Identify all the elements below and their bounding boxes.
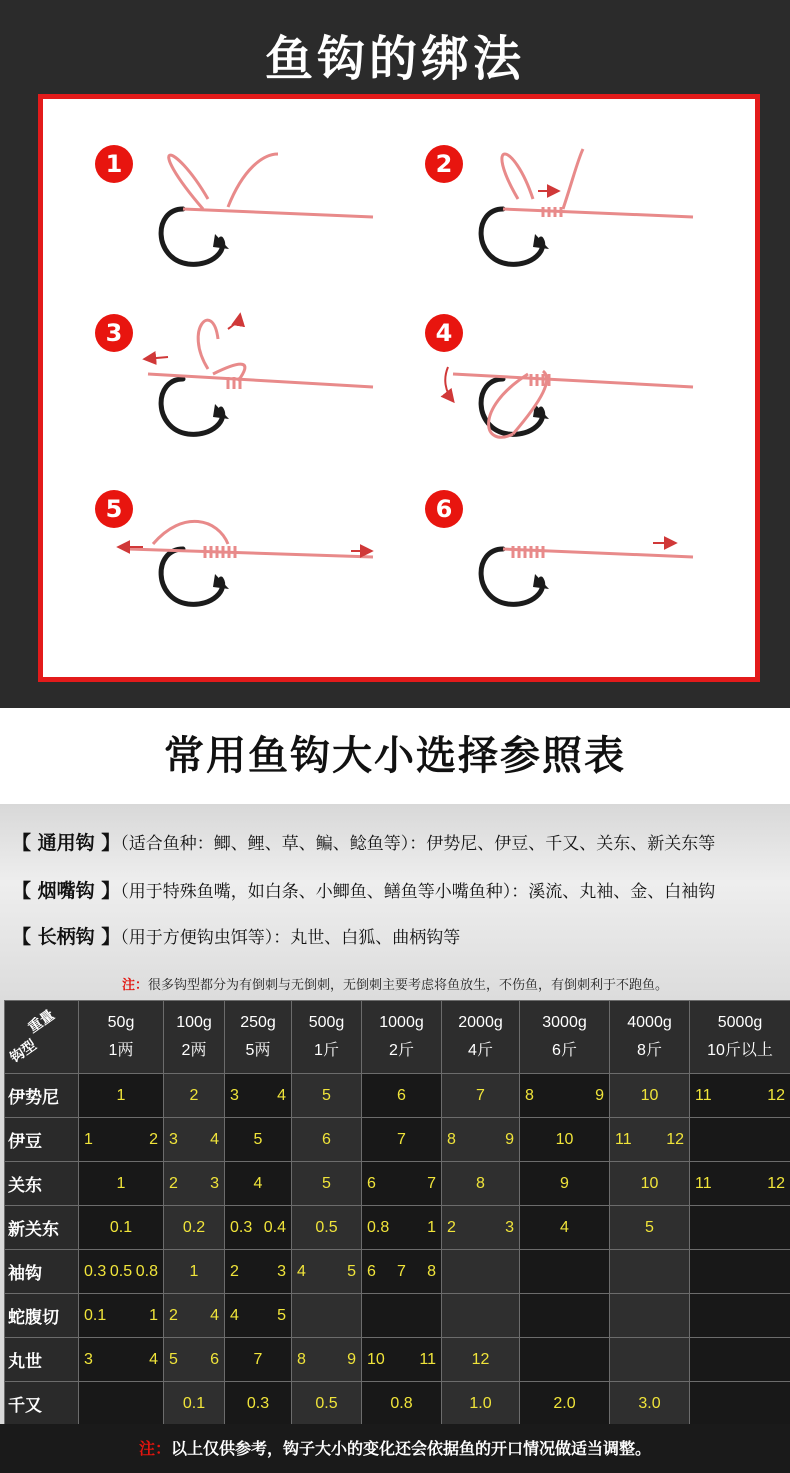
hook-type-name: 伊势尼 [5,1074,79,1118]
weight-header [164,1001,225,1074]
bottom-note [0,1424,790,1473]
size-cell [225,1250,292,1294]
size-cell [292,1206,362,1250]
hook-size: 9 [347,1350,356,1368]
hook-size: 0.5 [109,1262,133,1280]
hook-size: 0.5 [315,1394,338,1412]
hook-size: 12 [666,1130,684,1148]
size-cell [362,1206,442,1250]
size-table-wrap [4,1000,790,1424]
hook-type-label: 【 通用钩 】 [12,832,121,854]
weight-jin: 6斤 [552,1042,577,1059]
hook-size: 6 [367,1262,376,1280]
hook-type-name: 袖钩 [5,1250,79,1294]
hook-size: 9 [505,1130,514,1148]
hook-size: 8 [525,1086,534,1104]
hook-5 [161,549,223,604]
hook-size: 0.8 [390,1394,413,1412]
table-row [5,1294,790,1338]
hook-size: 5 [277,1306,286,1324]
hook-size: 0.3 [230,1218,253,1236]
hook-size: 8 [427,1262,436,1280]
hook-type-small-mouth [12,876,715,903]
table-row [5,1206,790,1250]
size-cell [690,1074,790,1118]
size-cell [292,1074,362,1118]
size-cell [610,1162,690,1206]
size-cell [362,1382,442,1426]
hook-size: 4 [277,1086,286,1104]
weight-grams: 3000g [542,1014,587,1031]
hook-type-label: 【 烟嘴钩 】 [12,880,121,902]
hook-type-name: 关东 [5,1162,79,1206]
weight-header [292,1001,362,1074]
weight-grams: 250g [240,1014,276,1031]
hook-size: 10 [640,1174,659,1192]
weight-header [442,1001,520,1074]
hook-size: 2 [189,1086,199,1104]
hook-size: 3 [84,1350,93,1368]
size-cell [79,1074,164,1118]
size-cell [442,1118,520,1162]
weight-jin: 2两 [181,1042,207,1059]
size-cell [690,1294,790,1338]
hook-size: 3 [230,1086,239,1104]
size-cell [225,1294,292,1338]
hook-size: 7 [253,1350,263,1368]
size-cell [164,1338,225,1382]
hook-size: 5 [322,1174,331,1192]
size-cell [164,1074,225,1118]
table-row [5,1338,790,1382]
size-cell [610,1206,690,1250]
knot-illustrations [43,99,755,677]
size-cell [79,1250,164,1294]
size-cell [362,1162,442,1206]
hook-type-long-shank [12,922,460,949]
table-row [5,1118,790,1162]
hook-type-general [12,828,715,855]
hook-size: 10 [640,1086,659,1104]
step-badge-4: 4 [425,314,463,352]
hook-1 [161,209,223,264]
hook-3 [161,379,223,434]
hook-size: 2 [230,1262,239,1280]
weight-jin: 10斤以上 [707,1042,773,1059]
corner-weight-label: 重量 [24,1006,58,1036]
hook-size: 11 [695,1086,712,1104]
table-row [5,1162,790,1206]
size-cell [520,1118,610,1162]
reference-section [0,708,790,1473]
step-badge-1: 1 [95,145,133,183]
size-cell [362,1250,442,1294]
weight-grams: 500g [308,1014,345,1031]
hook-size: 2 [169,1174,178,1192]
hook-size: 7 [476,1086,485,1104]
weight-header [610,1001,690,1074]
hook-size: 9 [595,1086,604,1104]
weight-grams: 100g [176,1014,212,1031]
size-cell [292,1294,362,1338]
size-cell [442,1382,520,1426]
hook-size: 5 [322,1086,331,1104]
page-title: 鱼钩的绑法 [264,31,525,87]
size-cell [442,1250,520,1294]
hook-size: 5 [645,1218,654,1236]
hook-size: 1.0 [469,1394,492,1412]
reference-title: 常用鱼钩大小选择参照表 [0,708,790,804]
hook-type-name: 蛇腹切 [5,1294,79,1338]
hook-type-name: 伊豆 [5,1118,79,1162]
hook-size: 1 [84,1130,93,1148]
size-cell [690,1338,790,1382]
hook-size: 6 [367,1174,376,1192]
hook-type-name: 千又 [5,1382,79,1426]
hook-size: 5 [169,1350,178,1368]
size-cell [225,1074,292,1118]
hook-type-desc: （用于方便钩虫饵等）：丸世、白狐、曲柄钩等 [120,928,461,948]
hook-type-name: 丸世 [5,1338,79,1382]
hook-size: 0.1 [84,1306,107,1324]
weight-grams: 4000g [627,1014,672,1031]
hook-size: 1 [427,1218,436,1236]
size-cell [610,1294,690,1338]
hook-size: 8 [447,1130,456,1148]
note-prefix: 注： [121,978,148,993]
size-cell [292,1250,362,1294]
size-cell [79,1338,164,1382]
hook-size: 6 [210,1350,219,1368]
corner-type-label: 钩型 [6,1036,40,1066]
size-cell [362,1118,442,1162]
size-cell [292,1338,362,1382]
hook-size: 3 [277,1262,286,1280]
size-cell [610,1074,690,1118]
hook-type-name: 新关东 [5,1206,79,1250]
step-badge-3: 3 [95,314,133,352]
size-cell [610,1250,690,1294]
hook-size: 3 [210,1174,219,1192]
hook-size: 11 [695,1174,712,1192]
table-row [5,1074,790,1118]
hook-size: 12 [471,1350,490,1368]
size-cell [520,1162,610,1206]
steps-frame [38,94,760,682]
weight-header [690,1001,790,1074]
size-cell [79,1206,164,1250]
hook-size: 10 [367,1350,385,1368]
hook-size: 1 [116,1086,126,1104]
table-corner [5,1001,79,1074]
hook-size: 5 [253,1130,263,1148]
hook-size: 5 [347,1262,356,1280]
size-cell [164,1206,225,1250]
size-cell [362,1294,442,1338]
step-badge-6: 6 [425,490,463,528]
size-cell [442,1206,520,1250]
note-prefix: 注： [138,1439,171,1458]
size-cell [79,1118,164,1162]
hook-size: 1 [149,1306,158,1324]
weight-jin: 5两 [245,1042,271,1059]
size-cell [164,1382,225,1426]
hook-size: 7 [427,1174,436,1192]
size-cell [690,1162,790,1206]
hook-size: 6 [397,1086,406,1104]
size-cell [442,1338,520,1382]
hook-size: 10 [555,1130,574,1148]
weight-jin: 8斤 [637,1042,662,1059]
hook-size: 11 [419,1350,436,1368]
step-badge-2: 2 [425,145,463,183]
weight-header-row [5,1001,790,1074]
size-cell [520,1250,610,1294]
size-cell [520,1382,610,1426]
size-cell [225,1118,292,1162]
size-cell [690,1206,790,1250]
hook-size: 4 [253,1174,263,1192]
size-cell [520,1074,610,1118]
size-cell [225,1382,292,1426]
hook-size: 4 [210,1130,219,1148]
hook-size: 2 [447,1218,456,1236]
weight-jin: 4斤 [468,1042,493,1059]
hook-type-desc: （适合鱼种：鲫、鲤、草、鳊、鲶鱼等）：伊势尼、伊豆、千又、关东、新关东等 [120,834,716,854]
hook-size: 8 [476,1174,485,1192]
size-cell [690,1382,790,1426]
hook-size: 4 [297,1262,306,1280]
size-cell [362,1074,442,1118]
hook-type-desc: （用于特殊鱼嘴，如白条、小鲫鱼、鳝鱼等小嘴鱼种）：溪流、丸袖、金、白袖钩 [120,882,716,902]
weight-header [79,1001,164,1074]
hook-size: 4 [210,1306,219,1324]
size-cell [225,1338,292,1382]
hook-size: 2 [169,1306,178,1324]
size-cell [79,1162,164,1206]
note-text: 很多钩型都分为有倒刺与无倒刺，无倒刺主要考虑将鱼放生，不伤鱼，有倒刺利于不跑鱼。 [148,978,669,993]
weight-header [520,1001,610,1074]
size-cell [292,1118,362,1162]
weight-header [225,1001,292,1074]
hook-size: 3 [505,1218,514,1236]
step-badge-5: 5 [95,490,133,528]
hook-size: 3 [169,1130,178,1148]
size-cell [520,1294,610,1338]
hook-size: 2 [149,1130,158,1148]
hook-size: 0.3 [246,1394,270,1412]
size-cell [520,1206,610,1250]
hook-size: 9 [560,1174,569,1192]
size-cell [79,1382,164,1426]
size-cell [362,1338,442,1382]
knot-section [0,0,790,708]
hook-size: 8 [297,1350,306,1368]
weight-grams: 1000g [379,1014,424,1031]
hook-size: 1 [116,1174,126,1192]
weight-grams: 50g [107,1014,135,1031]
hook-size: 0.8 [135,1262,158,1280]
size-cell [292,1162,362,1206]
hook-type-info [0,804,790,1000]
hook-size: 7 [397,1262,406,1280]
hook-size: 6 [322,1130,331,1148]
barb-note [0,974,790,993]
size-cell [442,1294,520,1338]
hook-size: 0.3 [84,1262,107,1280]
size-cell [164,1162,225,1206]
weight-header [362,1001,442,1074]
weight-jin: 1两 [108,1042,134,1059]
size-cell [610,1118,690,1162]
weight-jin: 1斤 [314,1042,339,1059]
table-row [5,1382,790,1426]
size-cell [79,1294,164,1338]
hook-size: 3.0 [638,1394,661,1412]
hook-size: 4 [230,1306,239,1324]
hook-size: 4 [560,1218,569,1236]
size-cell [164,1294,225,1338]
weight-jin: 2斤 [389,1042,414,1059]
hook-2 [481,209,543,264]
size-cell [442,1074,520,1118]
table-row [5,1250,790,1294]
hook-size: 12 [767,1174,785,1192]
size-cell [442,1162,520,1206]
size-table [4,1000,790,1426]
size-cell [520,1338,610,1382]
size-cell [225,1162,292,1206]
size-cell [610,1338,690,1382]
weight-grams: 2000g [458,1014,503,1031]
note-text: 以上仅供参考，钩子大小的变化还会依据鱼的开口情况做适当调整。 [171,1439,652,1458]
hook-size: 12 [767,1086,785,1104]
hook-size: 11 [615,1130,632,1148]
size-cell [292,1382,362,1426]
hook-type-label: 【 长柄钩 】 [12,926,121,948]
size-cell [225,1206,292,1250]
hook-size: 0.2 [182,1218,206,1236]
hook-size: 2.0 [553,1394,576,1412]
hook-size: 1 [189,1262,199,1280]
size-cell [164,1118,225,1162]
hook-size: 0.4 [263,1218,286,1236]
hook-size: 0.5 [315,1218,338,1236]
size-cell [610,1382,690,1426]
hook-size: 0.8 [367,1218,390,1236]
hook-size: 0.1 [109,1218,133,1236]
size-cell [164,1250,225,1294]
size-cell [690,1250,790,1294]
size-table-body [5,1001,790,1426]
hook-size: 0.1 [182,1394,206,1412]
hook-size: 7 [397,1130,406,1148]
weight-grams: 5000g [717,1014,763,1031]
size-cell [690,1118,790,1162]
hook-size: 4 [149,1350,158,1368]
